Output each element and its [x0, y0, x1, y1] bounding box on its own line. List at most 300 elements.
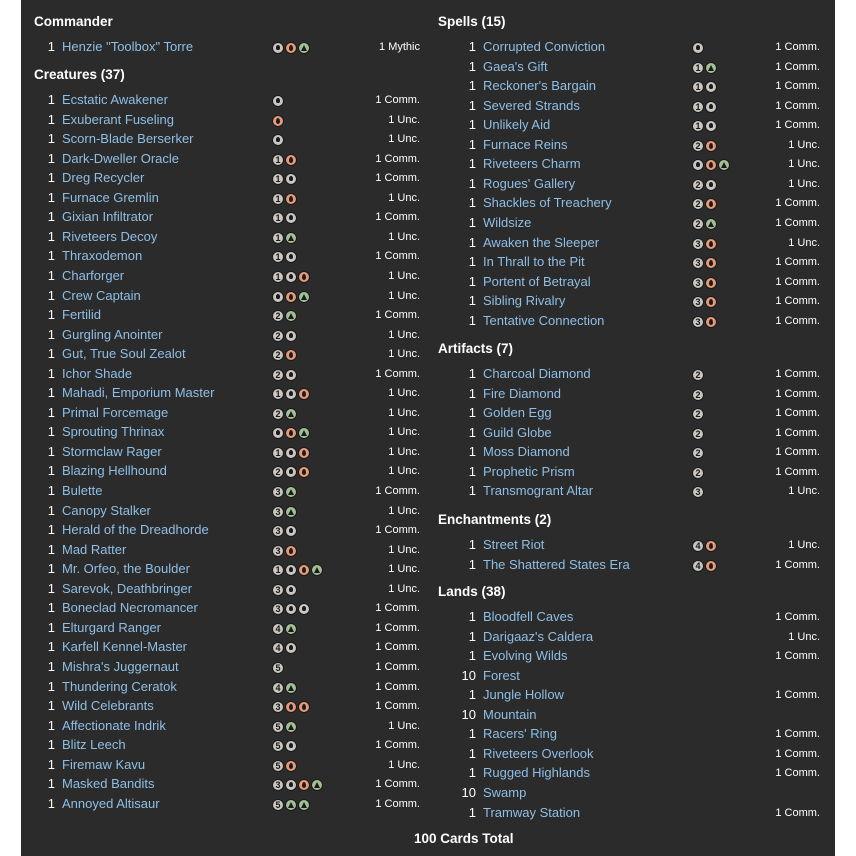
- card-rarity: 1 Comm.: [775, 275, 820, 288]
- card-rarity: 1 Unc.: [388, 465, 420, 478]
- green-mana-icon: [285, 623, 297, 635]
- generic-mana-icon: 2: [272, 330, 284, 342]
- card-name-link-reckoner-s-bargain[interactable]: Reckoner's Bargain: [483, 78, 597, 94]
- red-mana-icon: [705, 159, 717, 171]
- card-rarity: 1 Unc.: [388, 328, 420, 341]
- red-mana-icon: [285, 760, 297, 772]
- card-row: [21, 522, 427, 541]
- card-quantity: 1: [468, 156, 476, 172]
- card-quantity: 1: [47, 463, 55, 479]
- card-name-link-the-shattered-states-era[interactable]: The Shattered States Era: [483, 556, 630, 572]
- card-quantity: 1: [47, 561, 55, 577]
- card-name-link-charcoal-diamond[interactable]: Charcoal Diamond: [483, 366, 591, 381]
- card-row: [21, 268, 427, 287]
- card-quantity: 1: [468, 726, 476, 742]
- green-mana-icon: [285, 408, 297, 420]
- card-name-link-fertilid[interactable]: Fertilid: [62, 307, 102, 323]
- card-row: [21, 444, 427, 463]
- black-mana-icon: [272, 134, 284, 146]
- black-mana-icon: [692, 159, 704, 171]
- red-mana-icon: [285, 193, 297, 205]
- card-name-link-tramway-station[interactable]: Tramway Station: [483, 804, 581, 820]
- card-quantity: 1: [47, 502, 55, 518]
- card-row: [425, 557, 835, 576]
- generic-mana-icon: 1: [272, 251, 284, 263]
- card-rarity: 1 Unc.: [388, 406, 420, 419]
- card-name-link-riveteers-overlook[interactable]: Riveteers Overlook: [483, 745, 594, 761]
- card-quantity: 1: [47, 580, 55, 596]
- red-mana-icon: [285, 291, 297, 303]
- generic-mana-icon: 3: [692, 277, 704, 289]
- green-mana-icon: [285, 506, 297, 518]
- card-rarity: 1 Comm.: [375, 797, 420, 810]
- card-rarity: 1 Comm.: [375, 94, 420, 106]
- generic-mana-icon: 2: [272, 349, 284, 361]
- card-quantity: 1: [47, 541, 55, 557]
- card-quantity: 1: [468, 39, 476, 54]
- mana-cost: [272, 701, 311, 714]
- card-name-link-sarevok-deathbringer[interactable]: Sarevok, Deathbringer: [62, 580, 193, 596]
- card-row: [425, 687, 835, 706]
- card-row: [425, 117, 835, 136]
- card-name-link-karfell-kennel-master[interactable]: Karfell Kennel-Master: [62, 639, 187, 655]
- mana-cost: [692, 408, 705, 421]
- mana-cost: [692, 218, 718, 231]
- card-quantity: 1: [468, 745, 476, 761]
- generic-mana-icon: 1: [692, 62, 704, 74]
- mana-cost: [272, 779, 324, 792]
- mana-cost: [272, 721, 298, 734]
- card-rarity: 1 Comm.: [375, 152, 420, 165]
- card-name-link-awaken-the-sleeper[interactable]: Awaken the Sleeper: [483, 234, 600, 250]
- generic-mana-icon: 1: [692, 101, 704, 113]
- card-quantity: 1: [47, 209, 55, 225]
- card-quantity: 1: [47, 228, 55, 244]
- card-name-link-riveteers-decoy[interactable]: Riveteers Decoy: [62, 228, 158, 244]
- card-row: [425, 726, 835, 745]
- card-name-link-exuberant-fuseling[interactable]: Exuberant Fuseling: [62, 111, 175, 127]
- card-name-link-transmogrant-altar[interactable]: Transmogrant Altar: [483, 483, 594, 499]
- card-name-link-wild-celebrants[interactable]: Wild Celebrants: [62, 698, 154, 714]
- generic-mana-icon: 1: [272, 173, 284, 185]
- generic-mana-icon: 1: [692, 120, 704, 132]
- mana-cost: [692, 257, 718, 270]
- card-row: [21, 463, 427, 482]
- generic-mana-icon: 3: [692, 486, 704, 498]
- card-name-link-sibling-rivalry[interactable]: Sibling Rivalry: [483, 293, 566, 309]
- card-name-link-primal-forcemage[interactable]: Primal Forcemage: [62, 404, 169, 420]
- card-quantity: 1: [468, 556, 476, 572]
- black-mana-icon: [285, 251, 297, 263]
- generic-mana-icon: 2: [692, 198, 704, 210]
- card-rarity: 1 Comm.: [775, 256, 820, 269]
- card-name-link-charforger[interactable]: Charforger: [62, 267, 125, 283]
- card-name-link-furnace-gremlin[interactable]: Furnace Gremlin: [62, 189, 159, 205]
- card-name-link-racers-ring[interactable]: Racers' Ring: [483, 726, 558, 742]
- card-quantity: 1: [468, 273, 476, 289]
- generic-mana-icon: 1: [272, 271, 284, 283]
- card-name-link-mr-orfeo-the-boulder[interactable]: Mr. Orfeo, the Boulder: [62, 561, 190, 577]
- mana-cost: [272, 584, 298, 597]
- card-quantity: 1: [47, 698, 55, 714]
- card-name-link-moss-diamond[interactable]: Moss Diamond: [483, 444, 570, 460]
- mana-cost: [272, 95, 285, 108]
- card-name-link-shackles-of-treachery[interactable]: Shackles of Treachery: [483, 195, 612, 211]
- mana-cost: [692, 389, 705, 402]
- mana-cost: [272, 369, 298, 382]
- card-rarity: 1 Unc.: [788, 485, 820, 498]
- card-name-link-elturgard-ranger[interactable]: Elturgard Ranger: [62, 619, 161, 635]
- generic-mana-icon: 3: [272, 545, 284, 557]
- card-name-link-wildsize[interactable]: Wildsize: [483, 214, 532, 230]
- card-quantity: 1: [468, 58, 476, 74]
- card-name-link-portent-of-betrayal[interactable]: Portent of Betrayal: [483, 273, 591, 289]
- card-rarity: 1 Unc.: [788, 539, 820, 551]
- card-row: [21, 151, 427, 170]
- mana-cost: [692, 560, 718, 573]
- green-mana-icon: [285, 682, 297, 694]
- card-name-link-bulette[interactable]: Bulette: [62, 483, 103, 498]
- mana-cost: [272, 603, 311, 616]
- card-row: [425, 386, 835, 405]
- card-rarity: 1 Comm.: [375, 641, 420, 654]
- card-quantity: 10: [461, 706, 476, 722]
- card-name-link-dark-dweller-oracle[interactable]: Dark-Dweller Oracle: [62, 150, 180, 166]
- black-mana-icon: [285, 740, 297, 752]
- mana-cost: [272, 427, 311, 440]
- card-name-link-gaea-s-gift[interactable]: Gaea's Gift: [483, 58, 548, 74]
- mana-cost: [272, 115, 285, 128]
- card-name-link-prophetic-prism[interactable]: Prophetic Prism: [483, 463, 575, 479]
- card-name-link-ichor-shade[interactable]: Ichor Shade: [62, 365, 133, 381]
- card-name-link-evolving-wilds[interactable]: Evolving Wilds: [483, 648, 568, 664]
- card-name-link-darigaaz-s-caldera[interactable]: Darigaaz's Caldera: [483, 628, 594, 644]
- card-name-link-rugged-highlands[interactable]: Rugged Highlands: [483, 765, 590, 781]
- card-rarity: 1 Comm.: [775, 806, 820, 819]
- card-row: [21, 542, 427, 561]
- generic-mana-icon: 2: [272, 369, 284, 381]
- card-rarity: 1 Unc.: [388, 504, 420, 517]
- card-rarity: 1 Unc.: [788, 236, 820, 249]
- card-name-link-fire-diamond[interactable]: Fire Diamond: [483, 385, 562, 401]
- card-name-link-dreg-recycler[interactable]: Dreg Recycler: [62, 170, 145, 186]
- card-name-link-corrupted-conviction[interactable]: Corrupted Conviction: [483, 39, 606, 54]
- card-quantity: 1: [468, 463, 476, 479]
- generic-mana-icon: 5: [272, 721, 284, 733]
- card-rarity: 1 Comm.: [775, 119, 820, 132]
- mana-cost: [272, 682, 298, 695]
- card-rarity: 1 Unc.: [388, 719, 420, 732]
- mana-cost: [272, 623, 298, 636]
- card-name-link-mahadi-emporium-master[interactable]: Mahadi, Emporium Master: [62, 385, 215, 401]
- card-quantity: 1: [47, 131, 55, 147]
- card-row: [425, 405, 835, 424]
- mana-cost: [692, 120, 718, 133]
- card-quantity: 1: [47, 776, 55, 792]
- card-name-link-rogues-gallery[interactable]: Rogues' Gallery: [483, 175, 576, 191]
- card-quantity: 10: [461, 784, 476, 800]
- card-rarity: 1 Comm.: [775, 216, 820, 229]
- card-quantity: 1: [468, 444, 476, 460]
- card-quantity: 1: [47, 756, 55, 772]
- black-mana-icon: [285, 369, 297, 381]
- generic-mana-icon: 4: [692, 560, 704, 572]
- card-name-link-in-thrall-to-the-pit[interactable]: In Thrall to the Pit: [483, 254, 585, 270]
- card-rarity: 1 Unc.: [388, 445, 420, 458]
- black-mana-icon: [285, 330, 297, 342]
- red-mana-icon: [705, 140, 717, 152]
- red-mana-icon: [285, 427, 297, 439]
- card-row: [21, 92, 427, 111]
- card-name-link-stormclaw-rager[interactable]: Stormclaw Rager: [62, 443, 162, 459]
- card-name-link-henzie-toolbox-torre[interactable]: Henzie "Toolbox" Torre: [62, 39, 194, 54]
- generic-mana-icon: 1: [272, 564, 284, 576]
- card-rarity: 1 Comm.: [775, 767, 820, 780]
- card-row: [21, 39, 427, 58]
- card-rarity: 1 Comm.: [775, 197, 820, 210]
- generic-mana-icon: 3: [272, 584, 284, 596]
- green-mana-icon: [298, 799, 310, 811]
- card-name-link-scorn-blade-berserker[interactable]: Scorn-Blade Berserker: [62, 131, 194, 147]
- mana-cost: [692, 277, 718, 290]
- card-rarity: 1 Unc.: [388, 133, 420, 146]
- mana-cost: [272, 506, 298, 519]
- card-name-link-swamp[interactable]: Swamp: [483, 784, 527, 800]
- card-row: [21, 346, 427, 365]
- red-mana-icon: [705, 277, 717, 289]
- card-name-link-mountain[interactable]: Mountain: [483, 706, 537, 722]
- card-quantity: 1: [47, 522, 55, 538]
- card-name-link-riveteers-charm[interactable]: Riveteers Charm: [483, 156, 581, 172]
- card-rarity: 1 Comm.: [775, 558, 820, 571]
- card-name-link-blazing-hellhound[interactable]: Blazing Hellhound: [62, 463, 167, 479]
- card-quantity: 1: [47, 267, 55, 283]
- card-rarity: 1 Comm.: [775, 41, 820, 53]
- card-row: [425, 746, 835, 765]
- card-rarity: 1 Comm.: [775, 446, 820, 459]
- card-name-link-ecstatic-awakener[interactable]: Ecstatic Awakener: [62, 92, 168, 107]
- card-quantity: 1: [468, 765, 476, 781]
- mana-cost: [272, 545, 298, 558]
- generic-mana-icon: 3: [272, 486, 284, 498]
- card-name-link-annoyed-altisaur[interactable]: Annoyed Altisaur: [62, 795, 160, 811]
- card-quantity: 1: [47, 92, 55, 107]
- card-rarity: 1 Comm.: [775, 314, 820, 327]
- mana-cost: [272, 271, 311, 284]
- card-quantity: 1: [47, 717, 55, 733]
- card-rarity: 1 Unc.: [388, 426, 420, 439]
- card-row: [21, 737, 427, 756]
- card-rarity: 1 Comm.: [375, 778, 420, 791]
- generic-mana-icon: 1: [272, 193, 284, 205]
- card-rarity: 1 Unc.: [788, 158, 820, 171]
- card-quantity: 1: [47, 658, 55, 674]
- mana-cost: [692, 179, 718, 192]
- generic-mana-icon: 2: [692, 389, 704, 401]
- mana-cost: [692, 369, 705, 382]
- generic-mana-icon: 3: [692, 296, 704, 308]
- green-mana-icon: [298, 427, 310, 439]
- card-name-link-boneclad-necromancer[interactable]: Boneclad Necromancer: [62, 600, 198, 616]
- generic-mana-icon: 5: [272, 740, 284, 752]
- red-mana-icon: [298, 466, 310, 478]
- generic-mana-icon: 1: [272, 232, 284, 244]
- mana-cost: [272, 310, 298, 323]
- card-row: [21, 483, 427, 502]
- card-row: [21, 796, 427, 815]
- cards-total: 100 Cards Total: [414, 831, 514, 846]
- generic-mana-icon: 2: [692, 408, 704, 420]
- mana-cost: [692, 486, 705, 499]
- card-row: [425, 444, 835, 463]
- card-quantity: 1: [47, 385, 55, 401]
- card-quantity: 1: [468, 312, 476, 328]
- card-row: [21, 248, 427, 267]
- card-quantity: 1: [47, 170, 55, 186]
- card-name-link-thundering-ceratok[interactable]: Thundering Ceratok: [62, 678, 177, 694]
- card-name-link-street-riot[interactable]: Street Riot: [483, 537, 545, 552]
- section-header: Artifacts (7): [438, 341, 514, 356]
- mana-cost: [272, 662, 285, 675]
- card-row: [21, 307, 427, 326]
- card-rarity: 1 Unc.: [788, 630, 820, 643]
- card-rarity: 1 Comm.: [775, 60, 820, 73]
- card-name-link-guild-globe[interactable]: Guild Globe: [483, 424, 552, 440]
- card-name-link-tentative-connection[interactable]: Tentative Connection: [483, 312, 605, 328]
- generic-mana-icon: 3: [272, 779, 284, 791]
- card-row: [21, 581, 427, 600]
- generic-mana-icon: 3: [272, 603, 284, 615]
- card-name-link-crew-captain[interactable]: Crew Captain: [62, 287, 141, 303]
- card-rarity: 1 Comm.: [375, 485, 420, 497]
- card-name-link-gurgling-anointer[interactable]: Gurgling Anointer: [62, 326, 163, 342]
- black-mana-icon: [705, 179, 717, 191]
- card-rarity: 1 Comm.: [775, 465, 820, 478]
- card-name-link-gut-true-soul-zealot[interactable]: Gut, True Soul Zealot: [62, 346, 186, 362]
- card-quantity: 1: [468, 234, 476, 250]
- card-row: [425, 137, 835, 156]
- card-quantity: 1: [47, 111, 55, 127]
- card-name-link-mishra-s-juggernaut[interactable]: Mishra's Juggernaut: [62, 658, 179, 674]
- card-rarity: 1 Comm.: [375, 680, 420, 693]
- card-row: [21, 112, 427, 131]
- black-mana-icon: [285, 388, 297, 400]
- section-header: Creatures (37): [34, 67, 125, 82]
- green-mana-icon: [298, 42, 310, 54]
- mana-cost: [272, 173, 298, 186]
- card-name-link-masked-bandits[interactable]: Masked Bandits: [62, 776, 155, 792]
- card-name-link-jungle-hollow[interactable]: Jungle Hollow: [483, 687, 564, 703]
- generic-mana-icon: 3: [692, 257, 704, 269]
- mana-cost: [692, 42, 705, 55]
- mana-cost: [272, 212, 298, 225]
- green-mana-icon: [298, 291, 310, 303]
- card-quantity: 1: [47, 424, 55, 440]
- red-mana-icon: [298, 779, 310, 791]
- mana-cost: [692, 140, 718, 153]
- card-rarity: 1 Unc.: [388, 758, 420, 771]
- card-name-link-sprouting-thrinax[interactable]: Sprouting Thrinax: [62, 424, 165, 440]
- card-quantity: 1: [47, 443, 55, 459]
- black-mana-icon: [285, 584, 297, 596]
- card-quantity: 1: [468, 483, 476, 499]
- card-name-link-forest[interactable]: Forest: [483, 667, 520, 683]
- card-row: [21, 639, 427, 658]
- generic-mana-icon: 3: [692, 238, 704, 250]
- card-name-link-firemaw-kavu[interactable]: Firemaw Kavu: [62, 756, 146, 772]
- card-row: [425, 464, 835, 483]
- card-row: [21, 424, 427, 443]
- card-name-link-thraxodemon[interactable]: Thraxodemon: [62, 248, 143, 264]
- card-quantity: 1: [468, 609, 476, 624]
- black-mana-icon: [285, 525, 297, 537]
- red-mana-icon: [705, 296, 717, 308]
- card-quantity: 1: [468, 78, 476, 94]
- card-rarity: 1 Comm.: [375, 660, 420, 673]
- card-rarity: 1 Comm.: [775, 80, 820, 93]
- card-rarity: 1 Unc.: [388, 113, 420, 126]
- red-mana-icon: [705, 540, 717, 552]
- card-rarity: 1 Comm.: [375, 211, 420, 224]
- mana-cost: [272, 799, 311, 812]
- generic-mana-icon: 3: [272, 701, 284, 713]
- card-name-link-gixian-infiltrator[interactable]: Gixian Infiltrator: [62, 209, 154, 225]
- card-name-link-severed-strands[interactable]: Severed Strands: [483, 97, 580, 113]
- card-row: [21, 288, 427, 307]
- mana-cost: [272, 486, 298, 499]
- card-name-link-bloodfell-caves[interactable]: Bloodfell Caves: [483, 609, 574, 624]
- card-name-link-golden-egg[interactable]: Golden Egg: [483, 405, 552, 421]
- card-rarity: 1 Comm.: [375, 172, 420, 185]
- generic-mana-icon: 2: [692, 447, 704, 459]
- red-mana-icon: [298, 271, 310, 283]
- card-row: [21, 385, 427, 404]
- card-name-link-furnace-reins[interactable]: Furnace Reins: [483, 136, 568, 152]
- card-rarity: 1 Unc.: [788, 177, 820, 190]
- red-mana-icon: [705, 198, 717, 210]
- card-rarity: 1 Comm.: [375, 524, 420, 537]
- card-quantity: 1: [468, 687, 476, 703]
- card-name-link-mad-ratter[interactable]: Mad Ratter: [62, 541, 127, 557]
- card-rarity: 1 Comm.: [775, 611, 820, 623]
- red-mana-icon: [705, 238, 717, 250]
- card-name-link-blitz-leech[interactable]: Blitz Leech: [62, 737, 126, 753]
- decklist-panel: [21, 0, 835, 856]
- card-quantity: 1: [47, 248, 55, 264]
- generic-mana-icon: 5: [272, 799, 284, 811]
- card-quantity: 1: [468, 628, 476, 644]
- red-mana-icon: [298, 564, 310, 576]
- card-name-link-affectionate-indrik[interactable]: Affectionate Indrik: [62, 717, 166, 733]
- card-name-link-herald-of-the-dreadhorde[interactable]: Herald of the Dreadhorde: [62, 522, 209, 538]
- card-rarity: 1 Comm.: [375, 367, 420, 380]
- black-mana-icon: [272, 427, 284, 439]
- card-quantity: 1: [47, 150, 55, 166]
- card-row: [425, 274, 835, 293]
- mana-cost: [692, 467, 705, 480]
- card-quantity: 1: [47, 678, 55, 694]
- card-rarity: 1 Comm.: [375, 621, 420, 634]
- card-name-link-canopy-stalker[interactable]: Canopy Stalker: [62, 502, 151, 518]
- generic-mana-icon: 2: [272, 310, 284, 322]
- card-rarity: 1 Unc.: [388, 387, 420, 400]
- green-mana-icon: [285, 310, 297, 322]
- black-mana-icon: [285, 564, 297, 576]
- card-name-link-unlikely-aid[interactable]: Unlikely Aid: [483, 117, 551, 133]
- black-mana-icon: [285, 779, 297, 791]
- black-mana-icon: [285, 447, 297, 459]
- card-rarity: 1 Comm.: [375, 602, 420, 615]
